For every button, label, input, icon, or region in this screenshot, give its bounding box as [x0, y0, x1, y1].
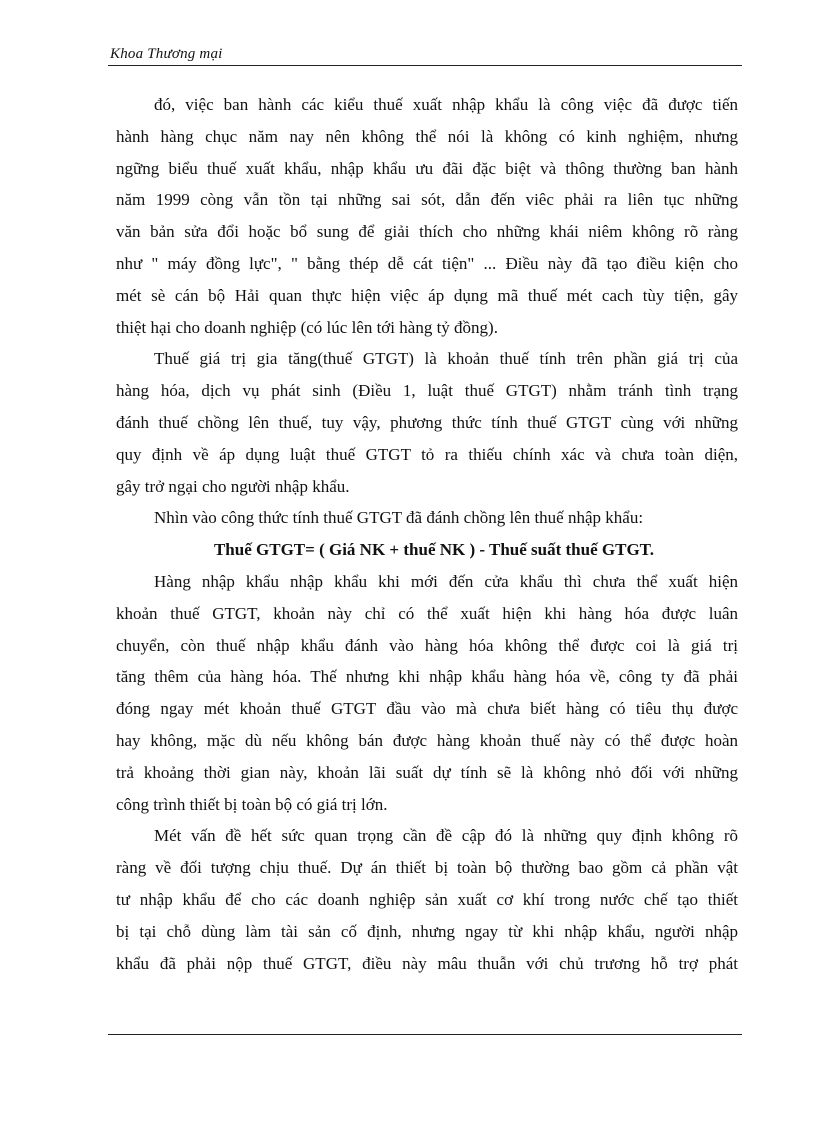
text-line: tư nhập khẩu để cho các doanh nghiệp sản xuất cơ khí trong nước chế tạo thiết	[116, 889, 738, 909]
text-line: khoản thuế GTGT, khoản này chỉ có thể xuất hiện khi hàng hóa được luân	[116, 603, 738, 623]
header-rule	[108, 65, 742, 66]
text-line: khẩu đã phải nộp thuế GTGT, điều này mâu thuẫn với chủ trương hỗ trợ phát	[116, 953, 738, 973]
text-line: trả khoảng thời gian này, khoản lãi suất dự tính sẽ là không nhỏ đối với những	[116, 762, 738, 782]
text-line: đó, việc ban hành các kiểu thuế xuất nhập khẩu là công việc đã được tiến	[154, 95, 738, 114]
text-line: hay không, mặc dù nếu không bán được hàng khoản thuế này có thể được hoàn	[116, 730, 738, 750]
text-line: ràng về đối tượng chịu thuế. Dự án thiết bị toàn bộ thường bao gồm cả phần vật	[116, 858, 738, 878]
document-body	[116, 89, 738, 979]
text-line: ngững biểu thuế xuất khẩu, nhập khẩu ưu đãi đặc biệt và thông thường ban hành	[116, 158, 738, 178]
text-line: công trình thiết bị toàn bộ có giá trị lớn.	[116, 794, 388, 814]
footer-rule	[108, 1034, 742, 1035]
page-header: Khoa Thương mại	[110, 46, 223, 62]
text-line: văn bản sửa đổi hoặc bổ sung để giải thích cho những khái niêm không rõ ràng	[116, 222, 738, 242]
text-line: Nhìn vào công thức tính thuế GTGT đã đánh chồng lên thuế nhập khẩu:	[154, 508, 644, 528]
formula-line: Thuế GTGT= ( Giá NK + thuế NK ) - Thuế suất thuế GTGT.	[213, 540, 655, 560]
text-line: đánh thuế chồng lên thuế, tuy vậy, phương thức tính thuế GTGT cùng với những	[116, 412, 738, 432]
text-line: thiệt hại cho doanh nghiệp (có lúc lên tới hàng tỷ đồng).	[116, 317, 498, 337]
text-line: năm 1999 còng vẫn tồn tại những sai sót, dẫn đến viêc phải ra liên tục những	[116, 190, 738, 210]
text-line: hàng hóa, dịch vụ phát sinh (Điều 1, luật thuế GTGT) nhằm tránh tình trạng	[116, 381, 738, 401]
text-line: như " máy đồng lực", " bằng thép dễ cát tiện" ... Điều này đã tạo điều kiện cho	[116, 253, 738, 273]
text-line: tăng thêm của hàng hóa. Thế nhưng khi nhập khẩu hàng hóa về, công ty đã phải	[116, 667, 738, 687]
text-line: Mét vấn đề hết sức quan trọng cần đề cập đó là những quy định không rõ	[154, 826, 738, 846]
text-line: chuyển, còn thuế nhập khẩu đánh vào hàng hóa không thể được coi là giá trị	[116, 635, 738, 655]
text-line: quy định về áp dụng luật thuế GTGT tỏ ra thiếu chính xác và chưa toàn diện,	[116, 444, 738, 464]
text-line: gây trở ngại cho người nhập khẩu.	[116, 476, 350, 496]
text-line: mét sè cán bộ Hải quan thực hiện việc áp dụng mã thuế mét cach tùy tiện, gây	[116, 285, 738, 305]
text-line: bị tại chỗ dùng làm tài sản cố định, nhưng ngay từ khi nhập khẩu, người nhập	[116, 921, 738, 941]
text-line: Hàng nhập khẩu nhập khẩu khi mới đến cửa khẩu thì chưa thể xuất hiện	[154, 571, 738, 591]
text-line: đóng ngay mét khoản thuế GTGT đầu vào mà chưa biết hàng có tiêu thụ được	[116, 699, 738, 719]
text-line: hành hàng chục năm nay nên không thể nói là không có kinh nghiệm, nhưng	[116, 126, 738, 146]
text-line: Thuế giá trị gia tăng(thuế GTGT) là khoản thuế tính trên phần giá trị của	[154, 349, 738, 369]
